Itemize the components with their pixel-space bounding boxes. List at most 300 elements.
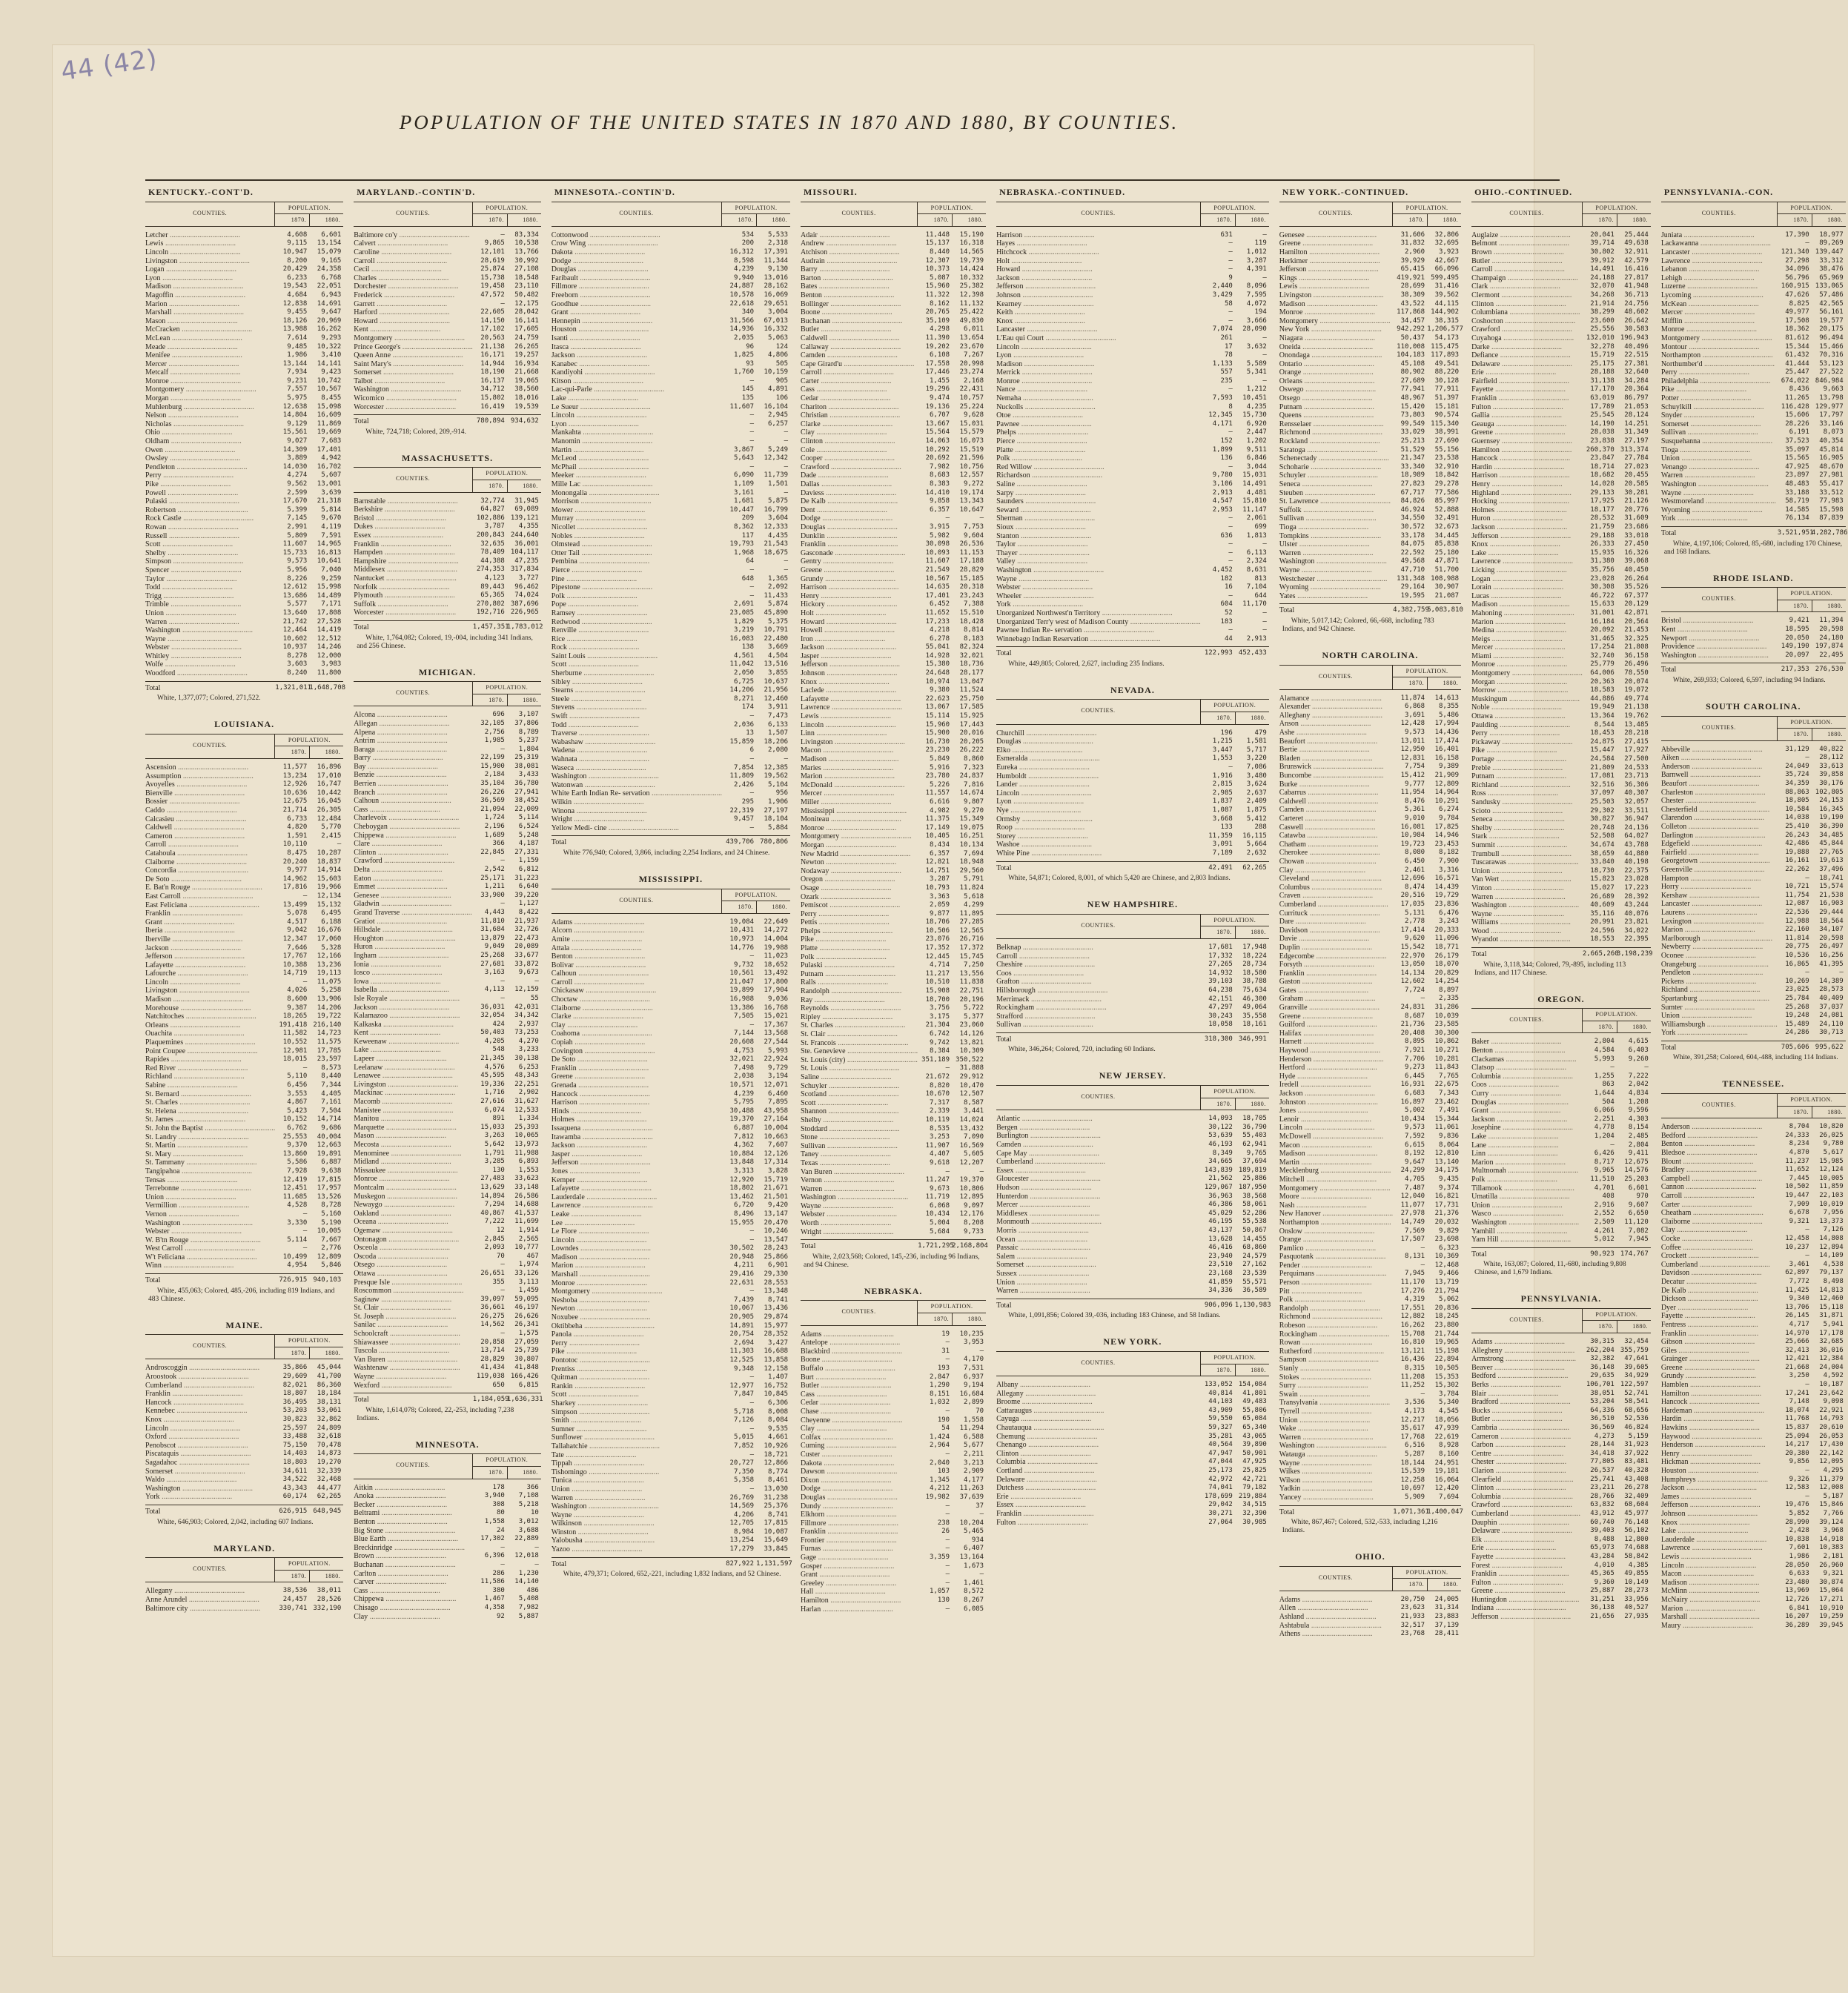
table-row	[354, 900, 541, 909]
table-row	[552, 514, 790, 523]
pop-1870: 6,445	[1405, 1072, 1425, 1080]
county-name: Saint Louis .....	[552, 652, 722, 661]
county-name: Muskegon .....	[354, 1193, 473, 1201]
county-name: Robeson .....	[1279, 1322, 1393, 1330]
county-name: Fulton .....	[1471, 1579, 1583, 1588]
county-name: Niagara .....	[1279, 334, 1393, 343]
county-name: Caldwell .....	[145, 823, 275, 832]
county-name: Lane .....	[1471, 1141, 1583, 1150]
race-note: White, 163,087; Colored, 11,-680, including 9,808 Chinese, and 1,679 Indians.	[1474, 1261, 1626, 1277]
pop-1870: 46,386	[1208, 1201, 1233, 1209]
pop-1880: 10,845	[764, 1390, 789, 1399]
pop-1870: 99,549	[1400, 420, 1425, 428]
county-name: Davidson .....	[1661, 1269, 1778, 1278]
county-name: Hancock .....	[145, 1399, 275, 1407]
table-row	[801, 1364, 986, 1373]
pop-1880: 5,846	[321, 1261, 342, 1270]
pop-1870: 21,138	[480, 342, 505, 351]
table-row	[1471, 291, 1651, 300]
pop-1870: 25,171	[480, 874, 505, 882]
pop-1880: 16,813	[317, 548, 342, 557]
year-1880-header: 1880.	[507, 480, 541, 492]
table-row	[354, 771, 541, 780]
table-row	[552, 995, 790, 1004]
county-name: Avoyelles .....	[145, 780, 275, 789]
table-row	[996, 1415, 1269, 1424]
table-row	[1661, 1175, 1846, 1184]
pop-1870: 9,455	[287, 308, 308, 316]
county-name: Frontier .....	[801, 1536, 918, 1545]
table-row	[145, 1029, 343, 1038]
table-row	[145, 523, 343, 532]
pop-1870: 49,568	[1400, 557, 1425, 566]
pop-1870: 7,772	[1789, 1277, 1809, 1285]
pop-1880: 12,385	[764, 763, 789, 772]
county-name: Lake .....	[1471, 1133, 1583, 1141]
pencil-mark: 44 (42)	[59, 44, 160, 87]
county-name: Lenawee .....	[354, 1072, 473, 1081]
pop-1880: 26,222	[959, 746, 984, 755]
pop-1870: 20,608	[729, 1038, 755, 1047]
county-name: Lincoln .....	[996, 343, 1201, 352]
county-name: Union .....	[1471, 1201, 1583, 1210]
pop-1870: 78,409	[480, 548, 505, 557]
county-name: Crow Wing .....	[552, 239, 722, 248]
total-1870: 705,606	[1781, 1043, 1809, 1051]
table-row	[1279, 1236, 1461, 1244]
county-name: Saginaw .....	[354, 1296, 473, 1304]
pop-1870: 21,347	[1400, 454, 1425, 462]
county-name: Kanabec .....	[552, 360, 722, 369]
pop-1870: 149,190	[1781, 643, 1809, 651]
pop-1880: 10,281	[1434, 1055, 1460, 1063]
pop-1870: 18,144	[1400, 1459, 1425, 1467]
pop-1870: 20,092	[1590, 626, 1614, 634]
table-row	[145, 1090, 343, 1099]
pop-1870: 863	[1602, 1081, 1614, 1089]
table-row	[552, 712, 790, 721]
column-header	[1661, 587, 1846, 612]
county-name: St. Martin .....	[145, 1141, 275, 1150]
pop-1880: 11,575	[317, 1038, 342, 1047]
table-row	[801, 1579, 986, 1588]
pop-1880: 55,806	[1242, 1406, 1267, 1414]
table-row	[1471, 686, 1651, 695]
pop-1870: 17,670	[282, 497, 308, 505]
pop-1880: 14,455	[1242, 1235, 1267, 1243]
table-row	[552, 789, 790, 798]
pop-1870: 143,839	[1204, 1166, 1233, 1174]
table-row	[801, 265, 986, 274]
table-row	[1471, 540, 1651, 549]
county-name: Muskingum .....	[1471, 695, 1583, 704]
table-row	[1661, 1562, 1846, 1571]
pop-1870: 59,550	[1208, 1415, 1233, 1423]
table-row	[1279, 231, 1461, 240]
pop-1880: 38,568	[1242, 1192, 1267, 1200]
pop-1880: 2,211	[963, 1450, 984, 1458]
county-name: Gentry .....	[801, 557, 918, 566]
table-row	[145, 1450, 343, 1459]
pop-1870: 152	[1220, 437, 1233, 445]
pop-1880: 12,460	[1819, 1295, 1844, 1303]
pop-1870: —	[500, 299, 505, 308]
pop-1880: 11,170	[1242, 600, 1267, 608]
pop-1880: 197,874	[1815, 643, 1844, 651]
pop-1870: 29,416	[729, 1270, 755, 1279]
pop-1870: 8,895	[1405, 1038, 1425, 1046]
pop-1880: 21,318	[317, 497, 342, 505]
table-row	[1279, 849, 1461, 858]
pop-1870: 11,607	[925, 557, 950, 566]
pop-1880: —	[1262, 608, 1267, 617]
pop-1880: 25,444	[1624, 231, 1649, 239]
pop-1880: 3,012	[518, 1517, 539, 1525]
table-row	[996, 823, 1269, 832]
county-name: Van Buren .....	[801, 1168, 918, 1177]
pop-1880: 21,053	[1624, 402, 1649, 411]
pop-1870: 6,633	[1789, 1570, 1809, 1578]
pop-1880: 12,675	[1624, 1158, 1649, 1166]
county-name: Todd .....	[552, 721, 722, 730]
pop-1870: 19,476	[1785, 1501, 1809, 1509]
pop-1870: 41,434	[480, 1364, 505, 1372]
pop-1870: 23,897	[1785, 471, 1809, 480]
county-name: Perry .....	[552, 1339, 722, 1348]
table-row	[1279, 1253, 1461, 1261]
table-row	[145, 317, 343, 326]
pop-1880: 32,695	[1434, 239, 1460, 248]
pop-1880: 21,671	[764, 1184, 789, 1193]
pop-1870: 34,457	[1400, 316, 1425, 325]
county-name: Onondaga .....	[1279, 351, 1393, 360]
pop-1880: 8,208	[963, 1219, 984, 1227]
pop-1880: 69,089	[514, 505, 539, 514]
table-row	[801, 824, 986, 833]
county-name: Wayne .....	[801, 1202, 918, 1211]
pop-1880: 18,548	[514, 273, 539, 282]
pop-1870: 58,719	[1785, 497, 1809, 505]
pop-1870: —	[500, 900, 505, 908]
pop-1880: 20,016	[959, 729, 984, 737]
county-name: Nodaway .....	[801, 867, 918, 876]
pop-1870: 1,837	[1212, 797, 1233, 806]
table-row	[1279, 1270, 1461, 1279]
county-name: Frederick .....	[354, 291, 473, 300]
county-name: Jackson .....	[801, 643, 918, 652]
pop-1870: 9	[1228, 273, 1233, 282]
table-row	[1661, 643, 1846, 651]
table-row	[354, 1064, 541, 1072]
pop-1880: 4,299	[963, 901, 984, 909]
county-name: Randolph .....	[1279, 1304, 1393, 1313]
county-name: Winn .....	[145, 1261, 275, 1270]
county-name: Pipestone .....	[552, 583, 722, 592]
pop-1870: 15,738	[480, 273, 505, 282]
county-name: James .....	[1661, 1493, 1778, 1502]
pop-1880: 40,409	[1819, 994, 1844, 1002]
pop-1870: 11,208	[1400, 1373, 1425, 1381]
table-row	[354, 1484, 541, 1493]
pop-1870: —	[500, 1560, 505, 1568]
pop-1880: 3,194	[767, 1072, 789, 1081]
pop-1870: —	[749, 789, 755, 797]
pop-1880: 89,269	[1819, 239, 1844, 248]
pop-1880: 10,246	[764, 1227, 789, 1236]
pop-1870: 10,292	[925, 445, 950, 454]
pop-1880: 26,497	[1819, 943, 1844, 951]
table-row	[1279, 1468, 1461, 1476]
county-name: Worcester .....	[354, 608, 473, 617]
county-name: Monmouth .....	[996, 1218, 1201, 1227]
pop-1880: 3,727	[518, 574, 539, 582]
pop-1880: 74,024	[514, 591, 539, 600]
table-row	[354, 574, 541, 583]
pop-1880: 2,061	[1246, 514, 1267, 523]
pop-1870: 9,348	[733, 1364, 755, 1373]
county-name: New Madrid .....	[801, 850, 918, 859]
county-name: Ouachita .....	[145, 1029, 275, 1038]
county-name: Burt .....	[801, 1373, 918, 1382]
table-row	[1661, 617, 1846, 626]
pop-1880: 16,416	[1624, 265, 1649, 273]
table-row	[1279, 969, 1461, 978]
pop-1880: 1,501	[767, 480, 789, 488]
pop-1870: 15,900	[480, 762, 505, 770]
pop-1880: 18,771	[1434, 943, 1460, 951]
table-row	[145, 231, 343, 240]
county-name: Polk .....	[552, 592, 722, 601]
pop-1870: 14,410	[925, 488, 950, 497]
table-row	[996, 806, 1269, 815]
pop-1880: 41,948	[1624, 282, 1649, 291]
pop-1880: 27,108	[514, 265, 539, 273]
pop-1880: 18,184	[317, 1390, 342, 1398]
table-row	[552, 394, 790, 403]
pop-1870: 23,025	[1785, 986, 1809, 994]
table-row	[801, 523, 986, 532]
county-name: Mower .....	[552, 506, 722, 515]
pop-1880: 9,829	[1439, 1227, 1460, 1235]
pop-1870: —	[302, 978, 308, 986]
total-1880: 5,083,810	[1427, 606, 1463, 614]
total-label: Total	[1660, 528, 1677, 537]
pop-1870: 14,038	[1785, 814, 1809, 822]
county-name: St. Mary .....	[145, 1150, 275, 1159]
table-row	[145, 1399, 343, 1407]
pop-1870: 15,033	[480, 1123, 505, 1131]
pop-1870: 10,502	[1785, 1183, 1809, 1191]
county-name: Hardin .....	[1661, 1415, 1778, 1424]
pop-1880: 26,264	[1624, 574, 1649, 583]
pop-1880: 25,203	[1624, 1175, 1649, 1183]
county-name: Dallas .....	[801, 480, 918, 489]
pop-1870: 20,050	[1785, 634, 1809, 642]
pop-1880: 5,114	[518, 814, 539, 822]
pop-1870: 130	[492, 1166, 505, 1174]
pop-1880: 24,180	[1819, 634, 1844, 642]
table-row	[1279, 463, 1461, 472]
pop-1880: 87,839	[1819, 514, 1844, 523]
table-row	[801, 678, 986, 687]
county-name: Wright .....	[552, 815, 722, 824]
pop-1880: 31,609	[1624, 514, 1649, 523]
pop-1880: 5,187	[1823, 1492, 1844, 1500]
pop-1870: 30,802	[1590, 248, 1614, 256]
county-name: Monroe .....	[552, 1279, 722, 1288]
table-row	[1471, 248, 1651, 257]
county-name: Greene .....	[1471, 428, 1583, 437]
pop-1870: 20,240	[282, 858, 308, 866]
pop-1870: 14,030	[282, 462, 308, 471]
table-row	[801, 1116, 986, 1125]
table-row	[1279, 823, 1461, 832]
county-name: Ottawa .....	[1471, 712, 1583, 721]
county-name: Phelps .....	[801, 927, 918, 936]
county-name: Venango .....	[1661, 463, 1778, 472]
pop-1880: 16,821	[1434, 1193, 1460, 1201]
table-row	[801, 764, 986, 773]
pop-1880: 12,468	[1434, 1261, 1460, 1269]
pop-1870: 37,097	[1590, 789, 1614, 797]
pop-1870: 81,612	[1785, 334, 1809, 342]
pop-1880: 33,148	[514, 1183, 539, 1191]
county-name: Tensas .....	[145, 1176, 275, 1185]
pop-1880: 11,433	[764, 591, 789, 600]
pop-1880: 19,577	[1819, 316, 1844, 325]
pop-1870: 11,237	[1785, 1157, 1809, 1165]
table-row	[801, 1056, 986, 1065]
county-name: St. Louis (city) .....	[801, 1056, 918, 1065]
pop-1870: 12,988	[1785, 917, 1809, 925]
table-row	[1279, 1459, 1461, 1468]
pop-1870: 15,837	[1785, 1424, 1809, 1432]
pop-1880: 2,447	[1246, 428, 1267, 437]
pop-1870: 11,754	[1785, 891, 1809, 899]
table-row	[1471, 1536, 1651, 1545]
county-name: Middlesex .....	[996, 1210, 1201, 1218]
pop-1880: 11,132	[959, 299, 984, 308]
pop-1880: 10,926	[764, 1442, 789, 1450]
county-name: Lincoln .....	[996, 789, 1201, 798]
county-name: Lackawanna .....	[1661, 239, 1778, 248]
table-row	[1279, 239, 1461, 248]
table-row	[1661, 1235, 1846, 1244]
pop-1870: —	[945, 1339, 950, 1347]
county-name: Norfolk .....	[354, 583, 473, 592]
pop-1880: 23,880	[1434, 1322, 1460, 1330]
county-name: Antrim .....	[354, 737, 473, 746]
population-header: POPULATION.	[1201, 700, 1269, 712]
table-row	[552, 1347, 790, 1356]
table-row	[145, 257, 343, 266]
pop-1880: 32,673	[1434, 523, 1460, 531]
pop-1870: —	[1420, 1244, 1425, 1252]
county-name: Washoe .....	[996, 840, 1201, 849]
table-row	[552, 446, 790, 455]
county-name: Snyder .....	[1661, 411, 1778, 420]
pop-1870: 2,953	[1212, 505, 1233, 514]
pop-1880: 17,271	[1819, 1595, 1844, 1603]
county-name: Panola .....	[552, 1330, 722, 1339]
pop-1870: 5,078	[287, 909, 308, 918]
pop-1880: 27,817	[1624, 273, 1649, 282]
pop-1880: 9,647	[321, 308, 342, 316]
county-name: Juniata .....	[1661, 231, 1778, 240]
table-row	[1279, 1218, 1461, 1227]
county-name: Oxford .....	[145, 1433, 275, 1442]
pop-1880: 47,235	[514, 557, 539, 565]
pop-1880: 1,407	[767, 1373, 789, 1382]
table-row	[801, 1142, 986, 1151]
pop-1870: 25,503	[1590, 797, 1614, 806]
county-name: Polk .....	[1471, 1175, 1583, 1184]
pop-1880: 28,392	[1624, 892, 1649, 901]
pop-1880: 15,190	[959, 231, 984, 239]
pop-1870: 11,810	[480, 917, 505, 925]
pop-1870: 12,638	[282, 402, 308, 411]
pop-1880: 4,891	[767, 385, 789, 394]
pop-1870: 3,915	[929, 523, 950, 531]
county-name: Caswell .....	[1279, 823, 1393, 832]
county-name: Russell .....	[145, 532, 275, 541]
pop-1870: 13,011	[1400, 737, 1425, 745]
table-row	[1279, 1493, 1461, 1502]
pop-1880: 20,470	[764, 1218, 789, 1227]
pop-1870: 1,899	[1212, 445, 1233, 454]
pop-1880: 5,533	[767, 231, 789, 239]
county-name: Warren .....	[1279, 549, 1393, 558]
table-row	[1279, 703, 1461, 712]
year-1880-header: 1880.	[507, 214, 541, 226]
table-row	[1471, 575, 1651, 584]
pop-1870: 8,192	[1405, 1150, 1425, 1158]
pop-1870: 696	[492, 711, 505, 719]
pop-1870: 10,237	[1785, 1243, 1809, 1251]
table-row	[1661, 1278, 1846, 1287]
table-row	[145, 360, 343, 369]
pop-1880: 106	[775, 394, 789, 402]
pop-1870: 28,038	[1590, 428, 1614, 437]
total-1870: 2,665,260	[1582, 950, 1619, 958]
pop-1870: —	[945, 1356, 950, 1364]
pop-1880: 14,714	[317, 1115, 342, 1124]
table-row	[145, 1476, 343, 1485]
table-row	[801, 618, 986, 627]
pop-1870: 39,929	[1400, 256, 1425, 265]
pop-1870: 3,330	[287, 1218, 308, 1227]
county-name: Mercer .....	[1471, 643, 1583, 652]
pop-1870: 18,074	[1785, 1406, 1809, 1414]
county-name: Jackson .....	[552, 351, 722, 360]
state-title: MARYLAND.	[213, 1542, 276, 1553]
county-name: Sarpy .....	[996, 489, 1201, 498]
table-row	[1661, 918, 1846, 926]
pop-1880: 17,731	[1434, 1201, 1460, 1209]
pop-1870: 53,203	[282, 1407, 308, 1415]
table-row	[552, 1390, 790, 1399]
pop-1870: 28,990	[1785, 1518, 1809, 1526]
pop-1880: 12,175	[514, 299, 539, 308]
table-row	[354, 1509, 541, 1518]
table-row	[145, 592, 343, 601]
county-name: Merrick .....	[996, 368, 1201, 377]
pop-1870: 30,308	[1590, 583, 1614, 591]
table-row	[1661, 1372, 1846, 1381]
table-row	[354, 961, 541, 969]
pop-1870: 16,161	[1785, 857, 1809, 865]
pop-1870: 6,452	[929, 600, 950, 608]
